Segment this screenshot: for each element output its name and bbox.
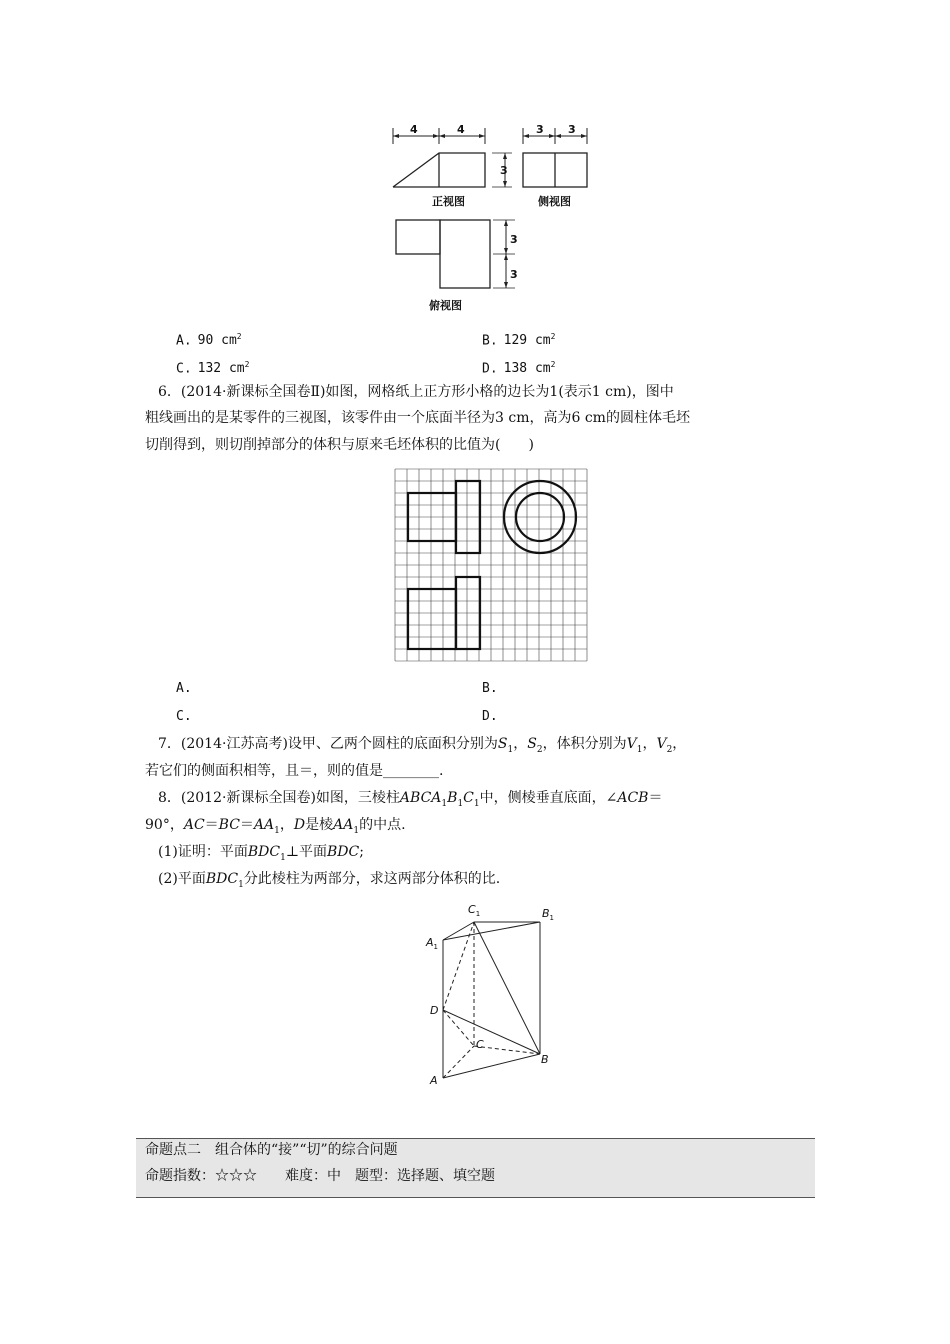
subscript: 1 [441,798,448,809]
side-dim-2: 3 [568,123,576,136]
prism-name: B [447,790,458,806]
q6-option-d: D. [482,709,498,724]
label-c: C [476,1038,484,1051]
subscript: 1 [507,744,514,755]
option-value: 132 cm [197,361,245,377]
label-b1: $B_1$ [542,907,555,922]
q5-option-d [482,355,555,379]
top-dim-1: 3 [510,233,518,246]
option-letter: D. [482,361,498,377]
q6-option-a: A. [176,681,192,696]
three-view-figure-1 [385,120,595,315]
q6-option-c: C. [176,709,192,724]
q8-text: ＝ [648,790,663,806]
q6-option-b: B. [482,681,498,696]
q8-text: 8．(2012·新课标全国卷)如图，三棱柱 [158,790,400,806]
subscript: 1 [353,825,360,836]
q7-text: ，体积分别为 [542,736,627,752]
option-superscript: 2 [236,332,242,341]
label-c1: $C_1$ [468,903,481,918]
q7-text: ， [642,736,657,752]
q8-line-2 [145,815,406,841]
q8-text: (1)证明：平面 [158,844,248,860]
option-superscript: 2 [244,360,250,369]
q8-text: ＝ [204,817,219,833]
label-d: D [430,1004,439,1017]
label-a: A [430,1074,438,1087]
side-view-caption: 侧视图 [538,195,571,208]
topic-title: 命题点二 组合体的“接”“切”的综合问题 [145,1142,398,1158]
q8-text: ; [359,844,364,860]
q7-line-1 [158,734,686,760]
front-view-caption: 正视图 [432,195,465,208]
subscript: 2 [666,744,673,755]
subscript: 1 [636,744,643,755]
label-b: B [541,1053,549,1066]
angle-name: ACB [617,790,649,806]
option-letter: B. [482,333,498,349]
var-v: V [626,736,637,752]
top-dim-2: 3 [510,268,518,281]
q8-text: 是棱 [305,817,334,833]
subscript: 1 [238,879,244,890]
q8-text: ⊥平面 [285,844,327,860]
grid-three-view-figure [394,468,588,662]
q6-line-3: 切削得到，则切削掉部分的体积与原来毛坯体积的比值为( ) [145,437,534,453]
subscript: 1 [473,798,480,809]
option-superscript: 2 [550,332,556,341]
q7-text: ， [513,736,528,752]
q5-option-b [482,327,555,351]
option-value: 129 cm [503,333,551,349]
q8-text: ＝ [239,817,254,833]
q7-text: ， [672,736,687,752]
var-s: S [527,736,537,752]
label-a1: $A_1$ [426,936,438,951]
plane-name: BDC [205,871,239,887]
option-superscript: 2 [550,360,556,369]
subscript: 1 [280,852,286,863]
front-height-dim: 3 [500,164,508,177]
q8-subquestion-1 [158,842,364,868]
segment-name: AC [183,817,205,833]
q5-option-c [176,355,249,379]
prism-name: C [463,790,474,806]
front-dim-1: 4 [410,123,418,136]
prism-name: ABCA [399,790,442,806]
subscript: 1 [274,825,280,836]
option-letter: A. [176,333,192,349]
subscript: 2 [536,744,543,755]
q6-line-1: 6．(2014·新课标全国卷Ⅱ)如图，网格纸上正方形小格的边长为1(表示1 cm)，图中 [158,384,674,400]
segment-name: AA [253,817,275,833]
q8-text: ， [279,817,294,833]
side-dim-1: 3 [536,123,544,136]
option-value: 138 cm [503,361,551,377]
q7-text: 7．(2014·江苏高考)设甲、乙两个圆柱的底面积分别为 [158,736,498,752]
plane-name: BDC [326,844,360,860]
top-view-caption: 俯视图 [429,299,462,312]
option-value: 90 cm [197,333,237,349]
q6-line-2: 粗线画出的是某零件的三视图，该零件由一个底面半径为3 cm，高为6 cm的圆柱体毛坯 [145,410,690,426]
segment-name: AA [333,817,354,833]
subscript: 1 [457,798,464,809]
option-letter: C. [176,361,192,377]
segment-name: BC [218,817,240,833]
var-s: S [497,736,508,752]
topic-meta: 命题指数：☆☆☆ 难度：中 题型：选择题、填空题 [145,1168,495,1184]
point-name: D [293,817,306,833]
q8-subquestion-2 [158,869,500,895]
q8-line-1 [158,788,662,814]
q8-text: 分此棱柱为两部分，求这两部分体积的比. [243,871,501,887]
q7-line-2: 若它们的侧面积相等，且＝，则的值是________. [145,763,444,779]
triangular-prism-figure [420,900,570,1090]
var-v: V [656,736,667,752]
q8-text: 90°， [145,817,184,833]
q8-text: (2)平面 [158,871,206,887]
q5-option-a [176,327,242,351]
q8-text: 中，侧棱垂直底面，∠ [479,790,618,806]
plane-name: BDC [247,844,281,860]
q8-text: 的中点. [359,817,406,833]
front-dim-2: 4 [457,123,465,136]
